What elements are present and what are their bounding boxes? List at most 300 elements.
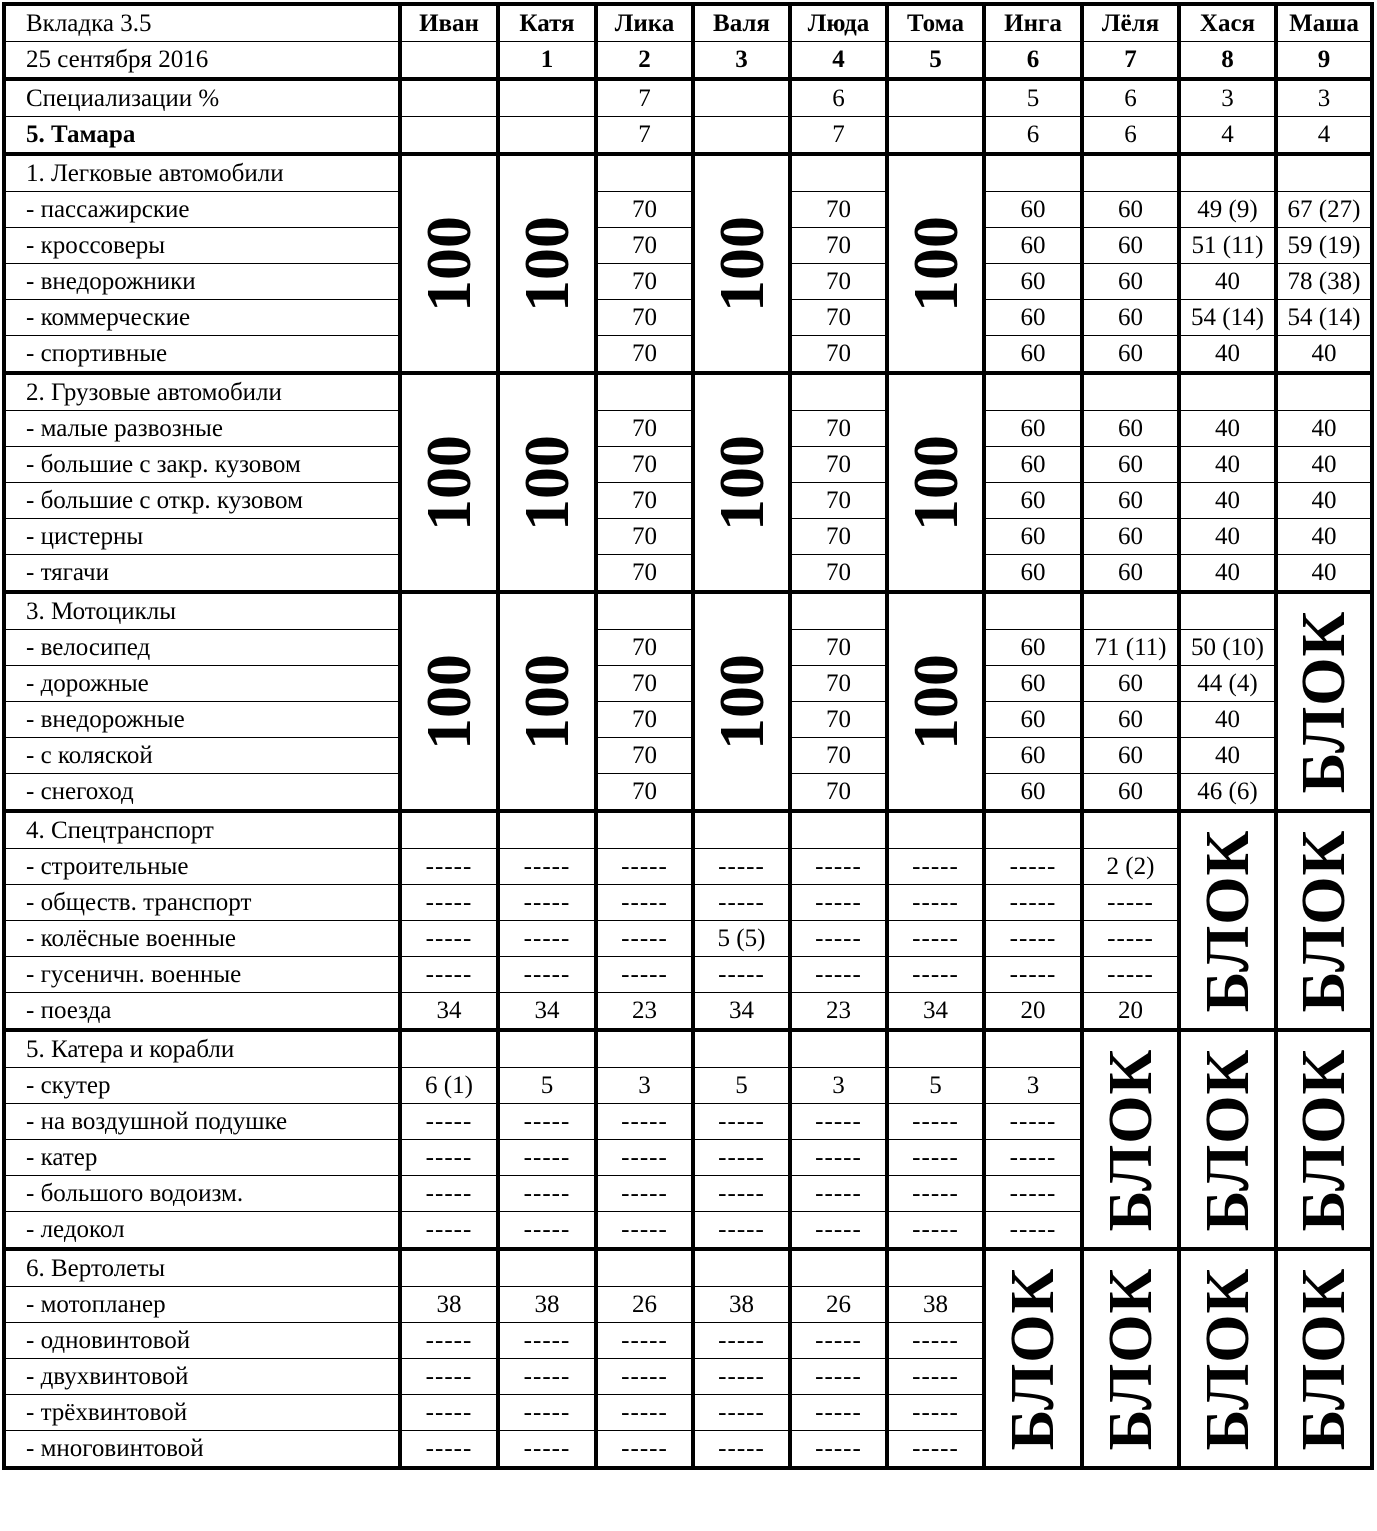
row-label: - скутер <box>4 1068 400 1104</box>
row-label: - малые развозные <box>4 411 400 447</box>
full-allocation-label: 100 <box>511 434 582 531</box>
specialization-value: 6 <box>1082 79 1179 117</box>
full-allocation-label: 100 <box>511 653 582 750</box>
value-cell: 60 <box>984 702 1082 738</box>
value-cell: 70 <box>596 300 693 336</box>
value-cell: 23 <box>790 993 887 1031</box>
column-header-name: Тома <box>887 4 984 42</box>
column-header-name: Иван <box>400 4 498 42</box>
value-cell: 60 <box>984 228 1082 264</box>
section-title: 4. Спецтранспорт <box>4 811 400 849</box>
value-cell: 60 <box>984 666 1082 702</box>
row-label: - двухвинтовой <box>4 1359 400 1395</box>
empty-value-cell: ----- <box>693 1359 790 1395</box>
row-label: - мотопланер <box>4 1287 400 1323</box>
empty-value-cell: ----- <box>984 957 1082 993</box>
column-header-name: Хася <box>1179 4 1276 42</box>
value-cell: 67 (27) <box>1276 192 1372 228</box>
section-header-cell <box>984 373 1082 411</box>
row-label: - большого водоизм. <box>4 1176 400 1212</box>
empty-value-cell: ----- <box>498 1212 596 1250</box>
empty-value-cell: ----- <box>693 1104 790 1140</box>
row-label: - коммерческие <box>4 300 400 336</box>
table-row <box>4 702 1372 738</box>
blocked-cell <box>1179 1030 1276 1249</box>
blocked-cell <box>1082 1249 1179 1468</box>
column-header-number: 4 <box>790 42 887 80</box>
empty-value-cell: ----- <box>887 1176 984 1212</box>
empty-value-cell: ----- <box>400 849 498 885</box>
value-cell: 70 <box>596 702 693 738</box>
full-allocation-label: 100 <box>899 653 971 750</box>
value-cell: 70 <box>790 666 887 702</box>
table-row <box>4 774 1372 812</box>
full-allocation-label: 100 <box>413 653 484 750</box>
empty-value-cell: ----- <box>400 1140 498 1176</box>
section-header-row <box>4 592 1372 630</box>
section-header-cell <box>1082 373 1179 411</box>
value-cell: 70 <box>596 555 693 593</box>
table-row <box>4 555 1372 593</box>
section-header-cell <box>400 811 498 849</box>
value-cell: 60 <box>1082 336 1179 374</box>
value-cell: 70 <box>790 519 887 555</box>
section-header-cell <box>984 1030 1082 1068</box>
full-allocation-cell <box>887 373 984 592</box>
value-cell: 5 <box>498 1068 596 1104</box>
specialization-value: 3 <box>1179 79 1276 117</box>
empty-value-cell: ----- <box>790 1395 887 1431</box>
blocked-label: БЛОК <box>1096 1048 1165 1231</box>
column-header-name: Люда <box>790 4 887 42</box>
value-cell: 60 <box>1082 411 1179 447</box>
full-allocation-cell <box>498 373 596 592</box>
empty-value-cell: ----- <box>498 1140 596 1176</box>
value-cell: 26 <box>790 1287 887 1323</box>
empty-value-cell: ----- <box>887 921 984 957</box>
table-row <box>4 993 1372 1031</box>
blocked-label: БЛОК <box>1193 1048 1262 1231</box>
empty-value-cell: ----- <box>498 1431 596 1469</box>
value-cell: 40 <box>1179 738 1276 774</box>
row-label: - колёсные военные <box>4 921 400 957</box>
section-header-row <box>4 1249 1372 1287</box>
value-cell: 70 <box>596 228 693 264</box>
section-header-cell <box>887 811 984 849</box>
specializations-label: Специализации % <box>4 79 400 117</box>
row-label: - тягачи <box>4 555 400 593</box>
empty-value-cell: ----- <box>984 1140 1082 1176</box>
column-header-number: 6 <box>984 42 1082 80</box>
table-row <box>4 666 1372 702</box>
empty-value-cell: ----- <box>400 885 498 921</box>
value-cell: 70 <box>790 228 887 264</box>
empty-value-cell: ----- <box>596 1104 693 1140</box>
empty-value-cell: ----- <box>498 849 596 885</box>
empty-value-cell: ----- <box>984 1176 1082 1212</box>
empty-value-cell: ----- <box>887 1359 984 1395</box>
value-cell: 40 <box>1276 555 1372 593</box>
empty-value-cell: ----- <box>498 921 596 957</box>
empty-value-cell: ----- <box>1082 885 1179 921</box>
full-allocation-label: 100 <box>899 434 971 531</box>
full-allocation-cell <box>498 154 596 373</box>
row-label: - поезда <box>4 993 400 1031</box>
blocked-cell <box>984 1249 1082 1468</box>
value-cell: 40 <box>1179 483 1276 519</box>
empty-value-cell: ----- <box>887 1212 984 1250</box>
tamara-value <box>498 117 596 155</box>
column-header-number: 2 <box>596 42 693 80</box>
value-cell: 60 <box>1082 192 1179 228</box>
empty-value-cell: ----- <box>596 849 693 885</box>
value-cell: 34 <box>887 993 984 1031</box>
blocked-cell <box>1276 811 1372 1030</box>
empty-value-cell: ----- <box>1082 921 1179 957</box>
value-cell: 60 <box>1082 702 1179 738</box>
section-header-row <box>4 373 1372 411</box>
specialization-value: 6 <box>790 79 887 117</box>
table-row <box>4 228 1372 264</box>
value-cell: 60 <box>984 300 1082 336</box>
table-row <box>4 921 1372 957</box>
tamara-value: 4 <box>1276 117 1372 155</box>
full-allocation-cell <box>400 154 498 373</box>
empty-value-cell: ----- <box>498 1323 596 1359</box>
empty-value-cell: ----- <box>596 921 693 957</box>
section-header-cell <box>596 154 693 192</box>
full-allocation-cell <box>400 373 498 592</box>
column-header-number: 9 <box>1276 42 1372 80</box>
value-cell: 59 (19) <box>1276 228 1372 264</box>
specialization-value <box>693 79 790 117</box>
value-cell: 20 <box>984 993 1082 1031</box>
value-cell: 71 (11) <box>1082 630 1179 666</box>
column-header-number: 8 <box>1179 42 1276 80</box>
blocked-cell <box>1276 592 1372 811</box>
section-title: 5. Катера и корабли <box>4 1030 400 1068</box>
value-cell: 70 <box>596 483 693 519</box>
empty-value-cell: ----- <box>1082 957 1179 993</box>
value-cell: 3 <box>984 1068 1082 1104</box>
column-header-name: Лёля <box>1082 4 1179 42</box>
value-cell: 34 <box>400 993 498 1031</box>
value-cell: 70 <box>790 300 887 336</box>
empty-value-cell: ----- <box>693 885 790 921</box>
value-cell: 26 <box>596 1287 693 1323</box>
empty-value-cell: ----- <box>596 885 693 921</box>
header-row-numbers <box>4 42 1372 80</box>
value-cell: 60 <box>984 192 1082 228</box>
empty-value-cell: ----- <box>596 1212 693 1250</box>
value-cell: 2 (2) <box>1082 849 1179 885</box>
section-header-row <box>4 1030 1372 1068</box>
empty-value-cell: ----- <box>887 957 984 993</box>
tamara-value: 7 <box>790 117 887 155</box>
section-title: 2. Грузовые автомобили <box>4 373 400 411</box>
value-cell: 40 <box>1276 483 1372 519</box>
empty-value-cell: ----- <box>498 957 596 993</box>
empty-value-cell: ----- <box>596 1359 693 1395</box>
empty-value-cell: ----- <box>790 1323 887 1359</box>
empty-value-cell: ----- <box>596 1395 693 1431</box>
blocked-label: БЛОК <box>1096 1267 1165 1450</box>
value-cell: 70 <box>790 630 887 666</box>
value-cell: 70 <box>790 555 887 593</box>
blocked-label: БЛОК <box>1193 829 1262 1012</box>
full-allocation-cell <box>693 373 790 592</box>
value-cell: 70 <box>596 192 693 228</box>
value-cell: 70 <box>790 702 887 738</box>
section-header-cell <box>790 1030 887 1068</box>
value-cell: 60 <box>1082 738 1179 774</box>
value-cell: 60 <box>984 774 1082 812</box>
value-cell: 70 <box>790 336 887 374</box>
specialization-value: 5 <box>984 79 1082 117</box>
value-cell: 60 <box>984 336 1082 374</box>
empty-value-cell: ----- <box>790 885 887 921</box>
section-header-cell <box>1082 154 1179 192</box>
section-header-cell <box>790 592 887 630</box>
blocked-cell <box>1179 1249 1276 1468</box>
empty-value-cell: ----- <box>790 1431 887 1469</box>
value-cell: 54 (14) <box>1276 300 1372 336</box>
value-cell: 70 <box>596 519 693 555</box>
row-label: - гусеничн. военные <box>4 957 400 993</box>
blocked-label: БЛОК <box>1290 610 1358 793</box>
full-allocation-cell <box>887 592 984 811</box>
empty-value-cell: ----- <box>887 1395 984 1431</box>
value-cell: 40 <box>1179 555 1276 593</box>
empty-value-cell: ----- <box>887 1323 984 1359</box>
table-row <box>4 411 1372 447</box>
section-title: 6. Вертолеты <box>4 1249 400 1287</box>
allocation-table <box>2 2 1374 1470</box>
value-cell: 40 <box>1179 702 1276 738</box>
tamara-value: 6 <box>1082 117 1179 155</box>
section-header-cell <box>400 1249 498 1287</box>
section-header-cell <box>1082 592 1179 630</box>
value-cell: 40 <box>1276 411 1372 447</box>
empty-value-cell: ----- <box>790 921 887 957</box>
blocked-cell <box>1082 1030 1179 1249</box>
section-header-cell <box>693 811 790 849</box>
value-cell: 49 (9) <box>1179 192 1276 228</box>
value-cell: 70 <box>790 483 887 519</box>
section-header-cell <box>887 1249 984 1287</box>
blocked-label: БЛОК <box>1193 1267 1262 1450</box>
empty-value-cell: ----- <box>498 1395 596 1431</box>
blocked-cell <box>1276 1249 1372 1468</box>
table-row <box>4 957 1372 993</box>
section-header-cell <box>596 592 693 630</box>
table-row <box>4 738 1372 774</box>
value-cell: 40 <box>1179 411 1276 447</box>
section-header-cell <box>1276 154 1372 192</box>
value-cell: 70 <box>790 192 887 228</box>
full-allocation-label: 100 <box>511 215 582 312</box>
empty-value-cell: ----- <box>790 1176 887 1212</box>
table-row <box>4 192 1372 228</box>
value-cell: 34 <box>693 993 790 1031</box>
empty-value-cell: ----- <box>887 1431 984 1469</box>
specialization-value <box>498 79 596 117</box>
row-label: - спортивные <box>4 336 400 374</box>
value-cell: 3 <box>596 1068 693 1104</box>
value-cell: 44 (4) <box>1179 666 1276 702</box>
value-cell: 20 <box>1082 993 1179 1031</box>
specialization-value <box>887 79 984 117</box>
empty-value-cell: ----- <box>400 1176 498 1212</box>
section-header-cell <box>1082 811 1179 849</box>
blocked-label: БЛОК <box>1290 829 1358 1012</box>
column-header-number: 5 <box>887 42 984 80</box>
row-label: - снегоход <box>4 774 400 812</box>
table-row <box>4 885 1372 921</box>
row-label: - пассажирские <box>4 192 400 228</box>
row-label: - с коляской <box>4 738 400 774</box>
row-label: - катер <box>4 1140 400 1176</box>
value-cell: 70 <box>790 264 887 300</box>
empty-value-cell: ----- <box>400 1431 498 1469</box>
value-cell: 60 <box>1082 300 1179 336</box>
value-cell: 70 <box>596 774 693 812</box>
blocked-label: БЛОК <box>1290 1048 1358 1231</box>
column-header-name: Валя <box>693 4 790 42</box>
value-cell: 60 <box>1082 555 1179 593</box>
empty-value-cell: ----- <box>400 1212 498 1250</box>
section-header-cell <box>1276 373 1372 411</box>
empty-value-cell: ----- <box>887 849 984 885</box>
section-header-cell <box>984 811 1082 849</box>
row-label: - дорожные <box>4 666 400 702</box>
value-cell: 60 <box>1082 228 1179 264</box>
row-label: - ледокол <box>4 1212 400 1250</box>
value-cell: 54 (14) <box>1179 300 1276 336</box>
empty-value-cell: ----- <box>596 957 693 993</box>
empty-value-cell: ----- <box>984 1212 1082 1250</box>
full-allocation-cell <box>498 592 596 811</box>
empty-value-cell: ----- <box>790 1140 887 1176</box>
empty-value-cell: ----- <box>693 849 790 885</box>
empty-value-cell: ----- <box>596 1323 693 1359</box>
column-header-name: Маша <box>1276 4 1372 42</box>
empty-value-cell: ----- <box>790 1359 887 1395</box>
section-header-row <box>4 811 1372 849</box>
empty-value-cell: ----- <box>400 957 498 993</box>
full-allocation-label: 100 <box>413 434 484 531</box>
section-header-cell <box>596 1030 693 1068</box>
full-allocation-cell <box>887 154 984 373</box>
value-cell: 70 <box>790 774 887 812</box>
value-cell: 60 <box>984 483 1082 519</box>
empty-value-cell: ----- <box>498 1176 596 1212</box>
value-cell: 5 <box>693 1068 790 1104</box>
empty-value-cell: ----- <box>790 957 887 993</box>
row-label: - внедорожники <box>4 264 400 300</box>
full-allocation-cell <box>400 592 498 811</box>
value-cell: 40 <box>1179 447 1276 483</box>
full-allocation-label: 100 <box>899 215 971 312</box>
full-allocation-label: 100 <box>705 653 777 750</box>
value-cell: 70 <box>596 264 693 300</box>
table-row <box>4 336 1372 374</box>
value-cell: 60 <box>1082 447 1179 483</box>
blocked-cell <box>1276 1030 1372 1249</box>
tamara-value <box>693 117 790 155</box>
full-allocation-label: 100 <box>413 215 484 312</box>
section-header-row <box>4 154 1372 192</box>
value-cell: 40 <box>1179 336 1276 374</box>
row-label: - строительные <box>4 849 400 885</box>
full-allocation-cell <box>693 154 790 373</box>
section-header-cell <box>984 592 1082 630</box>
row-label: - большие с закр. кузовом <box>4 447 400 483</box>
section-header-cell <box>1179 373 1276 411</box>
empty-value-cell: ----- <box>596 1431 693 1469</box>
tamara-value: 6 <box>984 117 1082 155</box>
tamara-value: 4 <box>1179 117 1276 155</box>
column-header-number: 7 <box>1082 42 1179 80</box>
value-cell: 70 <box>596 411 693 447</box>
header-row-names <box>4 4 1372 42</box>
value-cell: 70 <box>596 666 693 702</box>
value-cell: 6 (1) <box>400 1068 498 1104</box>
value-cell: 60 <box>1082 666 1179 702</box>
section-header-cell <box>790 1249 887 1287</box>
value-cell: 60 <box>984 630 1082 666</box>
empty-value-cell: ----- <box>693 1212 790 1250</box>
value-cell: 78 (38) <box>1276 264 1372 300</box>
section-header-cell <box>498 1249 596 1287</box>
column-header-number: 1 <box>498 42 596 80</box>
empty-value-cell: ----- <box>790 1104 887 1140</box>
sheet-title: Вкладка 3.5 <box>4 4 400 42</box>
tamara-value: 7 <box>596 117 693 155</box>
table-row <box>4 519 1372 555</box>
empty-value-cell: ----- <box>400 1395 498 1431</box>
value-cell: 5 (5) <box>693 921 790 957</box>
full-allocation-cell <box>693 592 790 811</box>
row-label: - на воздушной подушке <box>4 1104 400 1140</box>
column-header-name: Лика <box>596 4 693 42</box>
column-header-number <box>400 42 498 80</box>
empty-value-cell: ----- <box>693 1323 790 1359</box>
section-header-cell <box>790 811 887 849</box>
section-header-cell <box>596 811 693 849</box>
value-cell: 46 (6) <box>1179 774 1276 812</box>
table-row <box>4 630 1372 666</box>
full-allocation-label: 100 <box>705 215 777 312</box>
value-cell: 60 <box>984 447 1082 483</box>
value-cell: 70 <box>790 738 887 774</box>
value-cell: 34 <box>498 993 596 1031</box>
column-header-name: Инга <box>984 4 1082 42</box>
value-cell: 40 <box>1276 519 1372 555</box>
empty-value-cell: ----- <box>790 1212 887 1250</box>
value-cell: 40 <box>1276 447 1372 483</box>
section-header-cell <box>400 1030 498 1068</box>
full-allocation-label: 100 <box>705 434 777 531</box>
value-cell: 50 (10) <box>1179 630 1276 666</box>
tamara-value <box>400 117 498 155</box>
empty-value-cell: ----- <box>400 921 498 957</box>
section-title: 1. Легковые автомобили <box>4 154 400 192</box>
empty-value-cell: ----- <box>596 1176 693 1212</box>
empty-value-cell: ----- <box>790 849 887 885</box>
empty-value-cell: ----- <box>984 1104 1082 1140</box>
value-cell: 70 <box>596 447 693 483</box>
